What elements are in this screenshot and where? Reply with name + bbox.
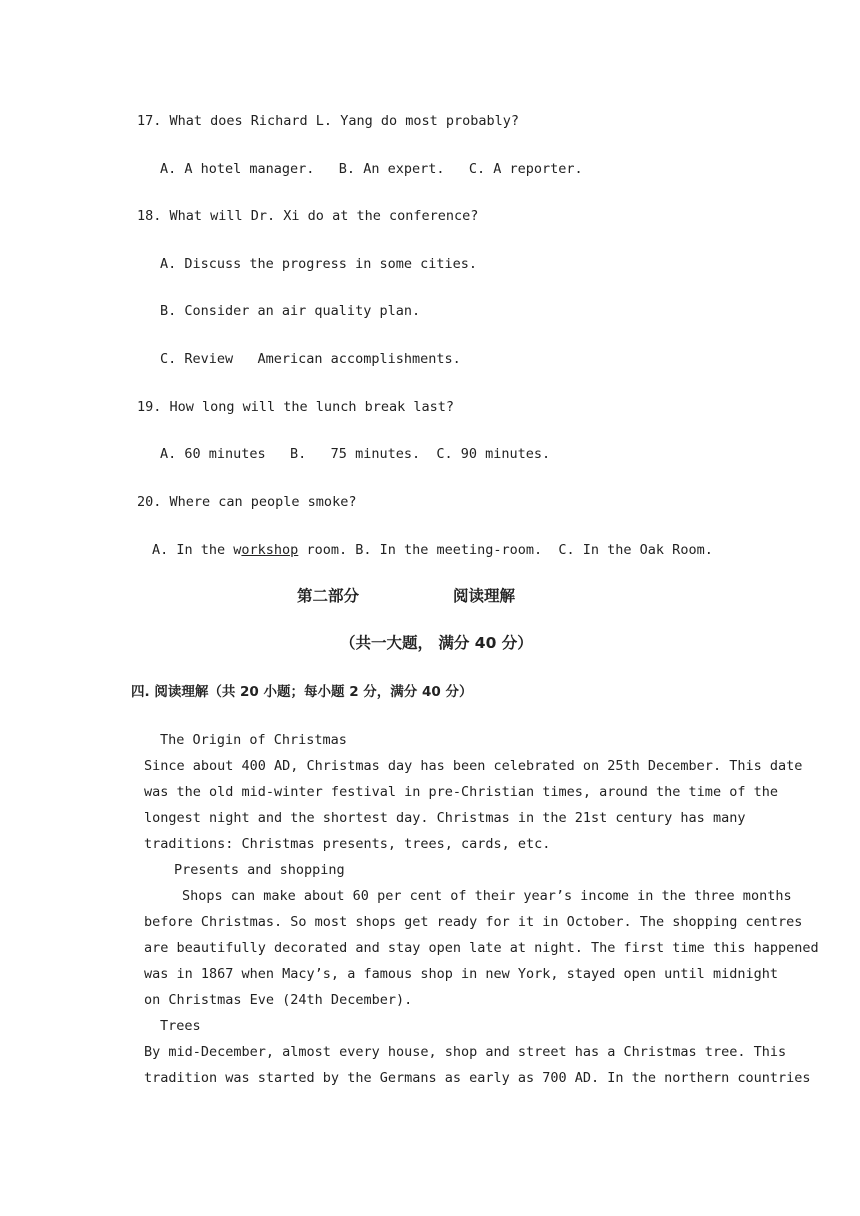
question-19-options: A. 60 minutes B. 75 minutes. C. 90 minutes. [160, 446, 551, 462]
question-18-option-c: C. Review American accomplishments. [160, 351, 461, 367]
passage-title: The Origin of Christmas [160, 732, 347, 748]
question-20: 20. Where can people smoke? [137, 494, 357, 510]
p1-line: was the old mid-winter festival in pre-Christian times, around the time of the [144, 784, 778, 800]
question-18: 18. What will Dr. Xi do at the conference? [137, 208, 479, 224]
question-19: 19. How long will the lunch break last? [137, 399, 454, 415]
question-17: 17. What does Richard L. Yang do most probably? [137, 113, 520, 129]
question-20-options [152, 541, 713, 559]
passage-paragraph-1 [144, 753, 803, 857]
p2-line: Shops can make about 60 per cent of their year’s income in the three months [182, 888, 792, 904]
question-20-underlined-word: orkshop [241, 542, 299, 558]
p2-line: was in 1867 when Macy’s, a famous shop in new York, stayed open until midnight [144, 966, 778, 982]
part2-subtitle: （共一大题， 满分 40 分） [340, 634, 533, 652]
part2-title-right: 阅读理解 [453, 587, 516, 605]
p1-line: Since about 400 AD, Christmas day has been celebrated on 25th December. This date [144, 758, 803, 774]
question-20-options-part-1: A. In the w [152, 542, 242, 558]
part2-title-left: 第二部分 [297, 587, 360, 605]
section-4-heading: 四. 阅读理解（共 20 小题；每小题 2 分，满分 40 分） [131, 684, 473, 700]
p2-line: on Christmas Eve (24th December). [144, 992, 413, 1008]
subheading-trees: Trees [160, 1018, 201, 1034]
p1-line: traditions: Christmas presents, trees, cards, etc. [144, 836, 551, 852]
p2-line: are beautifully decorated and stay open late at night. The first time this happened [144, 940, 819, 956]
passage-paragraph-2 [144, 883, 819, 1013]
passage-paragraph-3 [144, 1039, 811, 1091]
subheading-presents: Presents and shopping [174, 862, 345, 878]
p2-line: before Christmas. So most shops get ready for it in October. The shopping centres [144, 914, 803, 930]
p3-line: By mid-December, almost every house, shop and street has a Christmas tree. This [144, 1044, 787, 1060]
question-18-option-a: A. Discuss the progress in some cities. [160, 256, 477, 272]
question-17-options: A. A hotel manager. B. An expert. C. A reporter. [160, 161, 583, 177]
question-20-options-part-3: room. B. In the meeting-room. C. In the Oak Room. [298, 542, 713, 558]
p3-line: tradition was started by the Germans as early as 700 AD. In the northern countries [144, 1070, 811, 1086]
question-18-option-b: B. Consider an air quality plan. [160, 303, 421, 319]
p1-line: longest night and the shortest day. Christmas in the 21st century has many [144, 810, 746, 826]
